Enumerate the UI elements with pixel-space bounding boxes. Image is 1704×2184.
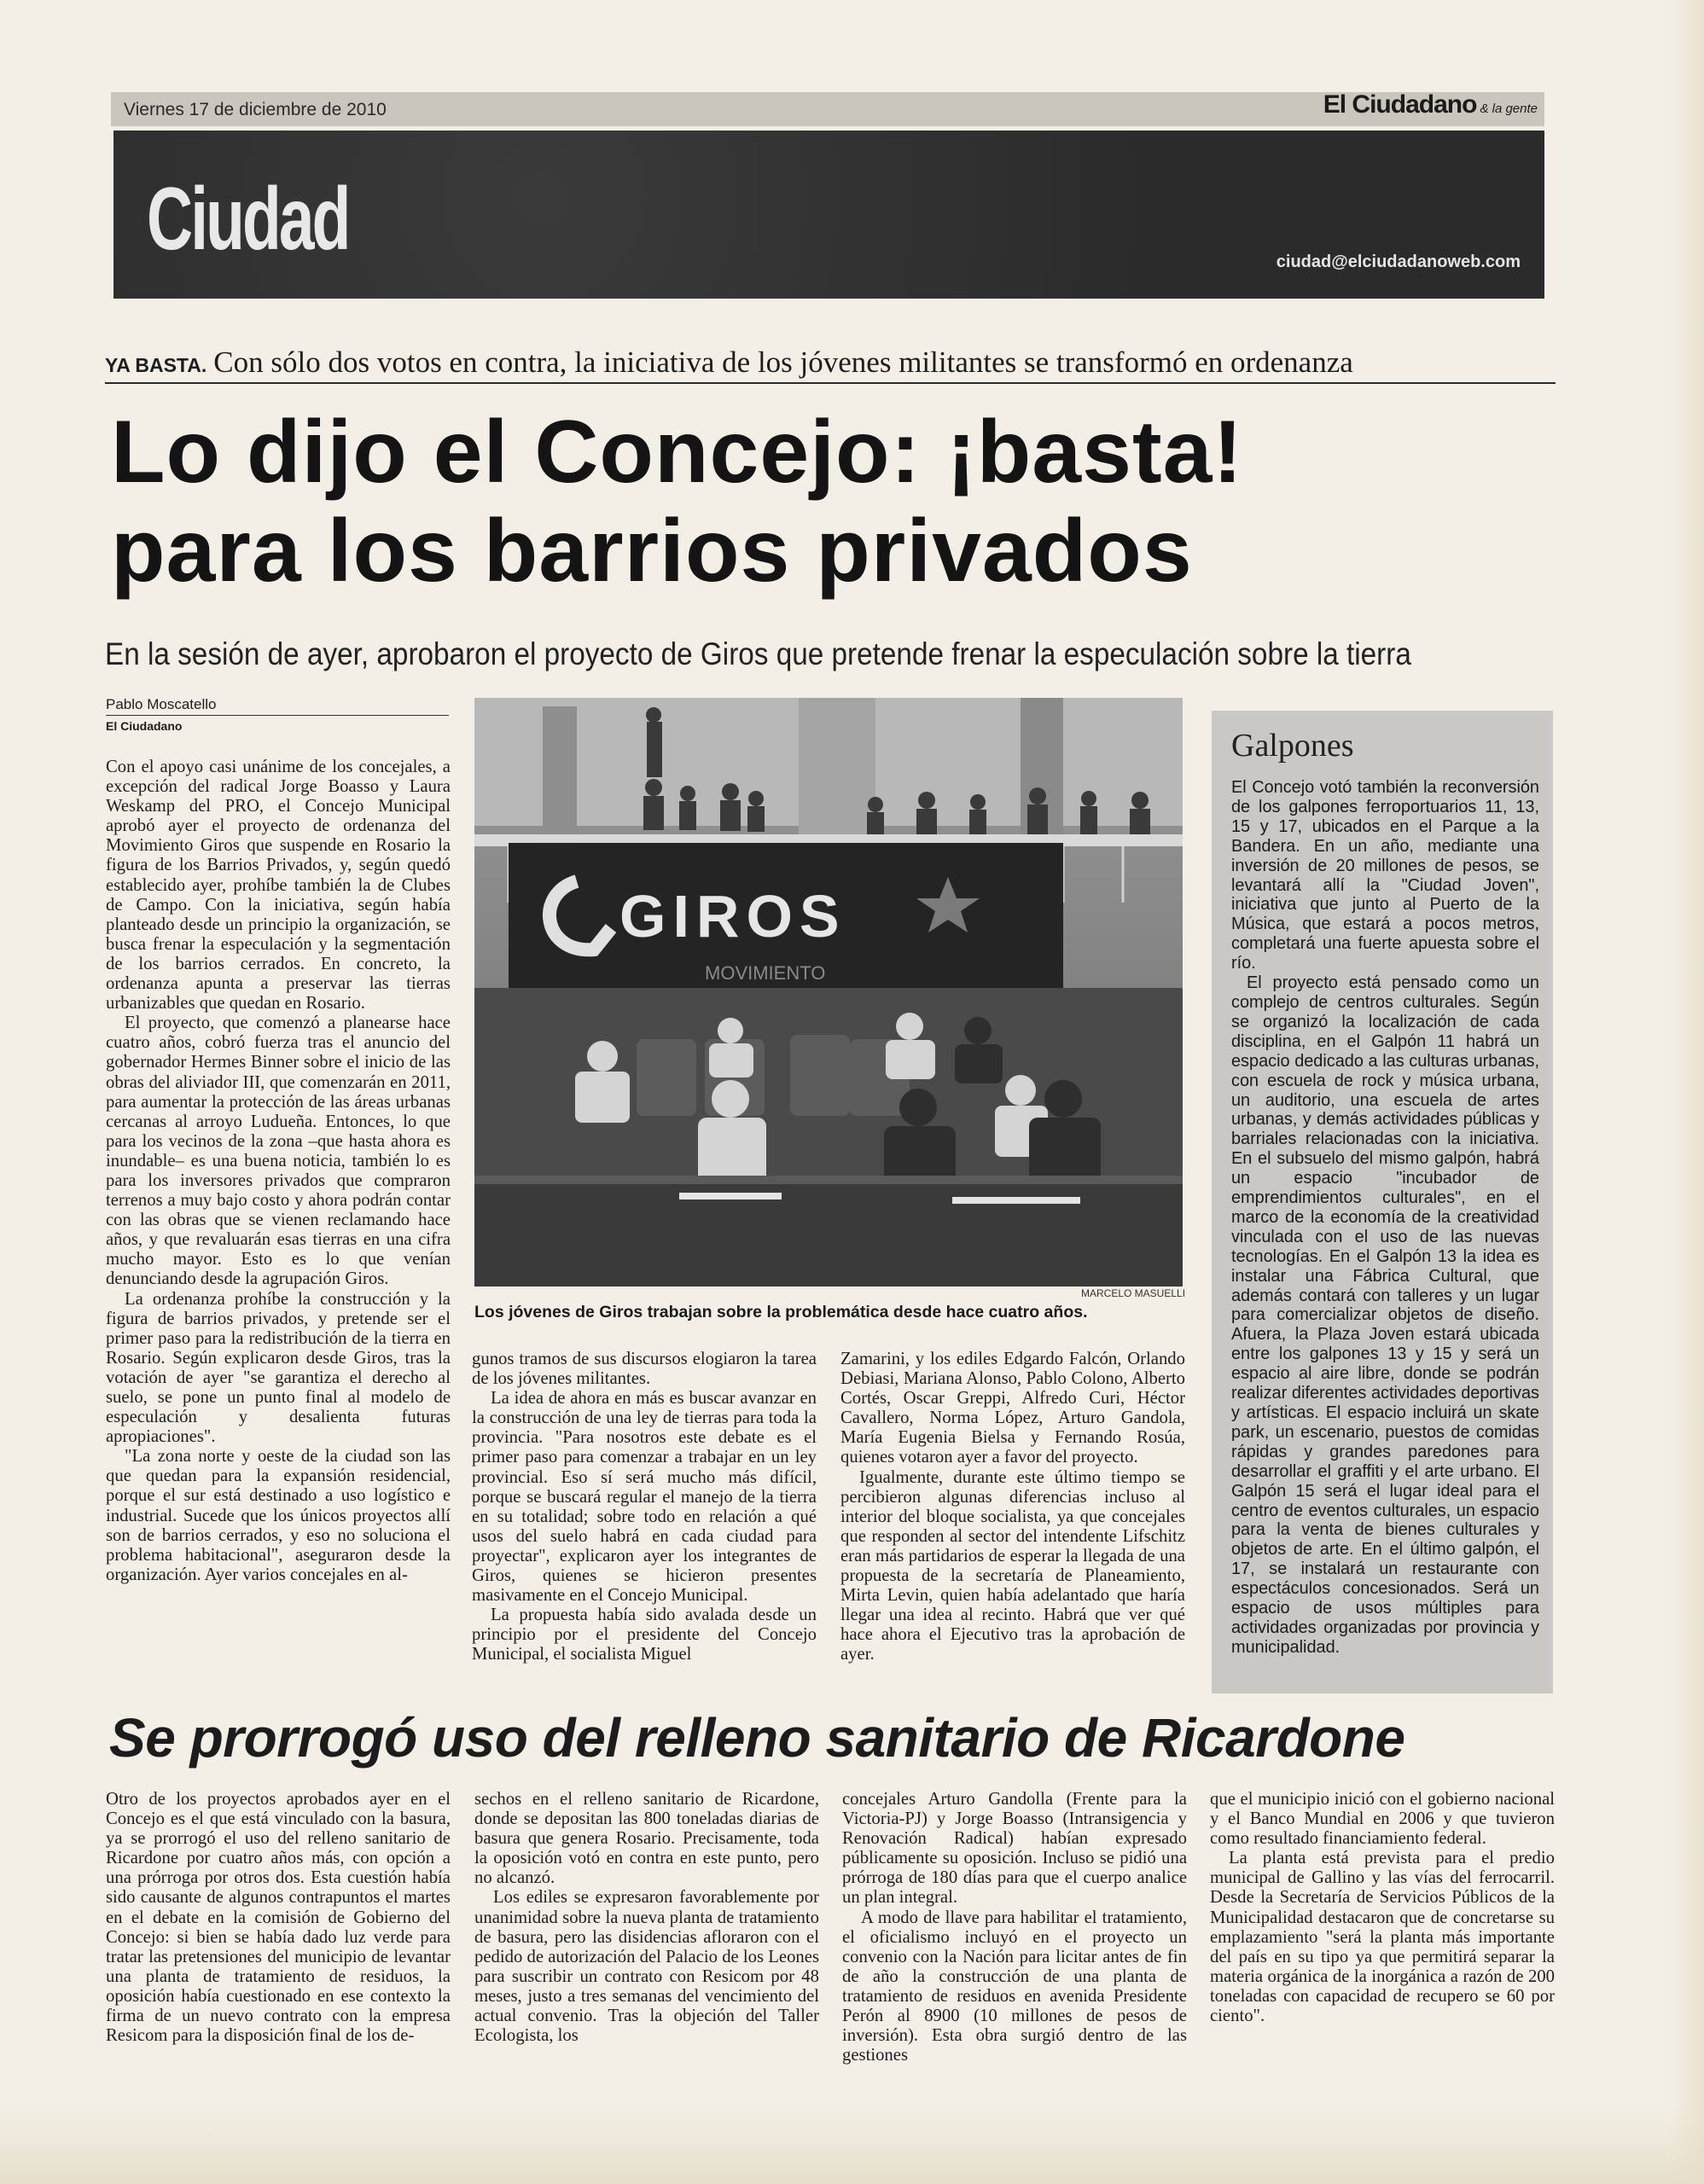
sidebar-title: Galpones — [1231, 728, 1354, 764]
paragraph: sechos en el relleno sanitario de Ricardone, donde se depositan las 800 toneladas diarias de basura que genera Rosario. Precisamente, toda la oposición votó en contra en este punto, pero no alcanzó. — [474, 1790, 819, 1888]
section-title: Ciudad — [147, 170, 349, 269]
second-headline: Se prorrogó uso del relleno sanitario de Ricardone — [109, 1707, 1405, 1769]
sidebar-paragraph: El proyecto está pensado como un complejo de centros culturales. Según se organizó la localización de cada disciplina, en el Galpón 11 habrá un espacio dedicado a las culturas urbanas, con escuela de rock y música urbana, un auditorio, una escuela de artes urbanas, y demás actividades públicas y barriales relacionadas con la iniciativa. En el subsuelo del mismo galpón, habrá un espacio "incubador de emprendimientos culturales", en el marco de la economía de la creatividad vinculada con el uso de las nuevas tecnologías. En el Galpón 13 la idea es instalar una Fábrica Cultural, que además contará con talleres y un lugar para comercializar objetos de diseño. Afuera, la Plaza Joven estará ubicada entre los galpones 13 y 15 y será un espacio al aire libre, donde se podrán realizar diferentes actividades deportivas y artísticas. El espacio incluirá un skate park, un escenario, puestos de comidas rápidas y grandes paredones para desarrollar el graffiti y el arte urbano. El Galpón 15 será el lugar ideal para el centro de eventos culturales, un espacio para la venta de bienes culturales y objetos de arte. En el último galpón, el 17, se instalará un restaurante con espectáculos concesionados. Será un espacio de usos múltiples para actividades organizadas por provincia y municipalidad. — [1231, 973, 1539, 1657]
paragraph: concejales Arturo Gandolla (Frente para la Victoria-PJ) y Jorge Boasso (Intransigencia y Renovación Radical) habían expresado públicamente su oposición. Incluso se pidió una prórroga de 180 días para que el cuerpo analice un plan integral. — [842, 1790, 1187, 1908]
byline-source: El Ciudadano — [106, 719, 183, 733]
council-session-photo — [474, 698, 1183, 1287]
sidebar-body — [1231, 778, 1539, 1658]
photo-illustration — [474, 698, 1183, 1287]
paragraph: "La zona norte y oeste de la ciudad son las que quedan para la expansión residencial, porque el sur está destinado a uso logístico e industrial. Sucede que los únicos proyectos allí son de barrios cerrados, y eso no soluciona el problema habitacional", aseguraron desde la organización. Ayer varios concejales en al- — [106, 1447, 451, 1584]
paragraph: La ordenanza prohíbe la construcción y la figura de barrios privados, y pretende ser el primer paso para la redistribución de la tierra en Rosario. Según explicaron desde Giros, tras la votación de ayer "se garantiza el derecho al suelo, se pone un punto final al modelo de especulación y desalienta futuras apropiaciones". — [106, 1289, 451, 1447]
photo-caption: Los jóvenes de Giros trabajan sobre la problemática desde hace cuatro años. — [474, 1303, 1088, 1321]
paragraph: Los ediles se expresaron favorablemente por unanimidad sobre la nueva planta de tratamiento de basura, pero las disidencias afloraron con el pedido de autorización del Palacio de los Leones para suscribir un contrato con Resicom por 48 meses, justo a tres semanas del vencimiento del actual convenio. Tras la objeción del Taller Ecologista, los — [474, 1888, 819, 2046]
paragraph: A modo de llave para habilitar el tratamiento, el oficialismo incluyó en el proyecto un convenio con la Nación para licitar antes de fin de año la construcción de una planta de tratamiento de residuos en avenida Presidente Perón al 8900 (10 millones de pesos de inversión). Esta obra surgió dentro de las gestiones — [842, 1908, 1187, 2065]
sidebar-paragraph: El Concejo votó también la reconversión de los galpones ferroportuarios 11, 13, 15 y 17, ubicados en el Parque a la Bandera. En un año, mediante una inversión de 20 millones de pesos, se levantará allí la "Ciudad Joven", iniciativa que junto al Puerto de la Música, que estará a pocos metros, completará una fuerte apuesta sobre el río. — [1231, 778, 1539, 973]
paragraph: que el municipio inició con el gobierno nacional y el Banco Mundial en 2006 y que tuvieron como resultado financiamiento federal. — [1210, 1790, 1555, 1849]
paragraph: La planta está prevista para el predio municipal de Gallino y las vías del ferrocarril. Desde la Secretaría de Servicios Públicos de la Municipalidad destacaron que de concretarse su emplazamiento "será la planta más importante del país en su tipo ya que permitirá separar la materia orgánica de la inorgánica a razón de 200 toneladas con capacidad de recupero se 60 por ciento". — [1210, 1849, 1555, 2026]
paper-edge-bottom — [0, 2107, 1704, 2184]
paragraph: Igualmente, durante este último tiempo se percibieron algunas diferencias incluso al interior del bloque socialista, ya que concejales que responden al sector del intendente Lifschitz eran más partidarios de esperar la llegada de una propuesta de la secretaría de Planeamiento, Mirta Levin, quien había adelantado que haría llegar una idea al recinto. Habrá que ver qué hace ahora el Ejecutivo tras la aprobación de ayer. — [840, 1467, 1185, 1664]
banner-text: GIROS — [619, 883, 846, 950]
paper-edge-right — [1668, 0, 1704, 2184]
issue-date: Viernes 17 de diciembre de 2010 — [124, 100, 387, 119]
photo-credit: MARCELO MASUELLI — [1081, 1287, 1186, 1299]
banner-sub-text: MOVIMIENTO — [705, 962, 826, 984]
byline-author: Pablo Moscatello — [106, 696, 217, 712]
paragraph: Zamarini, y los ediles Edgardo Falcón, Orlando Debiasi, Mariana Alonso, Pablo Colono, Alberto Cortés, Oscar Greppi, Alfredo Curi, Héctor Cavallero, Norma López, Arturo Gandola, María Eugenia Bielsa y Fernando Rosúa, quienes votaron ayer a favor del proyecto. — [840, 1350, 1185, 1467]
paragraph: Con el apoyo casi unánime de los concejales, a excepción del radical Jorge Boasso y Laura Weskamp del PRO, el Concejo Municipal aprobó ayer el proyecto de ordenanza del Movimiento Giros que suspende en Rosario la figura de los Barrios Privados, y, según quedó establecido ayer, prohíbe también la de Clubes de Campo. Con la iniciativa, según había planteado desde un principio la organización, se busca frenar la especulación y la segmentación de los barrios cerrados. En concreto, la ordenanza apunta a preservar las tierras urbanizables que quedan en Rosario. — [106, 758, 451, 1014]
second-article-column-1 — [106, 1790, 451, 2046]
kicker-rule — [105, 382, 1556, 384]
masthead — [1323, 90, 1538, 119]
second-article-column-4 — [1210, 1790, 1555, 2026]
headline-line-1: Lo dijo el Concejo: ¡basta! — [111, 403, 1244, 502]
headline — [111, 403, 1562, 601]
kicker — [105, 346, 1353, 380]
masthead-sub: & la gente — [1480, 102, 1538, 116]
kicker-text: Con sólo dos votos en contra, la iniciativa de los jóvenes militantes se transformó en ordenanza — [213, 346, 1353, 379]
article-column-1 — [106, 758, 451, 1585]
subhead: En la sesión de ayer, aprobaron el proyecto de Giros que pretende frenar la especulación sobre la tierra — [105, 636, 1411, 671]
section-email: ciudad@elciudadanoweb.com — [1276, 253, 1521, 271]
paragraph: Otro de los proyectos aprobados ayer en el Concejo es el que está vinculado con la basura, ya se prorrogó el uso del relleno sanitario de Ricardone por cuatro años más, con opción a una prórroga por otros dos. Esta cuestión había sido causante de algunos contrapuntos el martes en el debate en la comisión de Gobierno del Concejo: si bien se había dado luz verde para tratar las pretensiones del municipio de levantar una planta de tratamiento de residuos, la oposición había cuestionado en ese contexto la firma de un nuevo contrato con la empresa Resicom para la disposición final de los de- — [106, 1790, 451, 2046]
headline-line-2: para los barrios privados — [111, 502, 1193, 601]
byline-rule — [106, 715, 449, 716]
kicker-lead: YA BASTA. — [105, 354, 207, 376]
paragraph: El proyecto, que comenzó a planearse hace cuatro años, cobró fuerza tras el anuncio del gobernador Hermes Binner sobre el inicio de las obras del aliviador III, que comenzarán en 2011, para aumentar la protección de las áreas urbanas cercanas al arroyo Ludueña. Entonces, lo que para los vecinos de la zona –que hasta ahora es inundable– es una buena noticia, también lo es para los inversores privados que compraron terrenos a muy bajo costo y ahora podrán contar con las obras que se vienen reclamando hace años, y que revaluarán esas tierras en una cifra mucho mayor. Esto es lo que venían denunciando desde la agrupación Giros. — [106, 1014, 451, 1289]
masthead-name: El Ciudadano — [1323, 90, 1477, 119]
paragraph: La propuesta había sido avalada desde un principio por el presidente del Concejo Municipal, el socialista Miguel — [472, 1606, 817, 1664]
article-column-3 — [840, 1350, 1185, 1665]
second-article-column-3 — [842, 1790, 1187, 2065]
article-column-2 — [472, 1350, 817, 1665]
paragraph: La idea de ahora en más es buscar avanzar en la construcción de una ley de tierras para toda la provincia. "Para nosotros este debate es el primer paso para comenzar a trabajar en un ley provincial. Eso sí será mucho más difícil, porque se buscará regular el manejo de la tierra en su totalidad; sobre todo en relación a qué usos del suelo habrá en cada ciudad para proyectar", explicaron ayer los integrantes de Giros, quienes se hicieron presentes masivamente en el Concejo Municipal. — [472, 1389, 817, 1606]
paragraph: gunos tramos de sus discursos elogiaron la tarea de los jóvenes militantes. — [472, 1350, 817, 1389]
second-article-column-2 — [474, 1790, 819, 2046]
